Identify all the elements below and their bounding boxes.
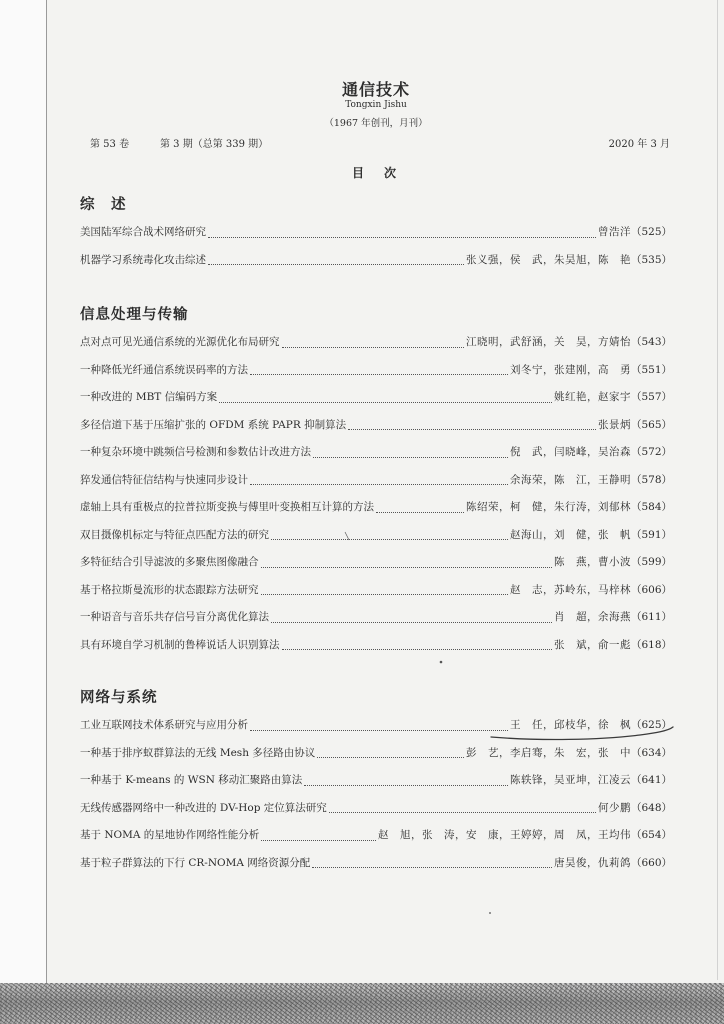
entry-authors: 陈轶锋，吴亚坤，江凌云 [509, 774, 631, 786]
toc-entry [80, 795, 672, 823]
dot-leader [208, 263, 464, 265]
entry-authors: 赵 志，苏岭东，马梓林 [509, 583, 631, 596]
toc-entry [80, 549, 672, 577]
entry-authors: 张景炳 [597, 418, 631, 431]
section-title: 网络与系统 [80, 690, 158, 706]
volume-line [80, 135, 672, 149]
entry-authors: 张 斌，俞一彪 [553, 638, 631, 651]
issue-date: 2020 年 3 月 [608, 139, 670, 150]
dot-leader [282, 648, 552, 650]
entry-authors: 王 任，邱枝华，徐 枫 [509, 719, 631, 731]
entry-page: （578） [630, 473, 672, 486]
dot-leader [250, 373, 508, 375]
scan-speck [440, 661, 443, 664]
entry-page: （654） [630, 829, 672, 841]
entry-page: （625） [630, 719, 672, 731]
entry-title: 一种降低光纤通信系统误码率的方法 [80, 363, 248, 376]
entry-authors: 江晓明，武舒涵，关 昊，方婧怡 [465, 336, 631, 348]
entry-title: 一种基于排序蚁群算法的无线 Mesh 多径路由协议 [80, 746, 316, 759]
dot-leader [261, 593, 508, 595]
journal-founded: （1967 年创刊，月刊） [324, 118, 428, 129]
dot-leader [376, 511, 464, 513]
entry-authors: 赵 旭，张 涛，安 康，王婷婷，周 凤，王均伟 [377, 829, 631, 841]
toc-entry [80, 822, 672, 850]
entry-title: 多特征结合引导滤波的多聚焦图像融合 [80, 556, 259, 568]
entry-page: （648） [630, 801, 672, 814]
dot-leader [304, 784, 508, 786]
toc-entry [80, 850, 672, 878]
dot-leader [348, 428, 596, 430]
entry-page: （543） [630, 336, 672, 348]
toc-entry [80, 604, 672, 632]
entry-page: （611） [630, 611, 672, 623]
dot-leader [261, 566, 552, 568]
entry-title: 机器学习系统毒化攻击综述 [80, 253, 206, 266]
entry-title: 具有环境自学习机制的鲁棒说话人识别算法 [80, 638, 280, 651]
entry-title: 工业互联网技术体系研究与应用分析 [80, 719, 248, 731]
dot-leader [317, 756, 464, 758]
entry-page: （599） [630, 556, 672, 568]
dot-leader [282, 346, 464, 348]
scan-edge-line-right [717, 0, 718, 980]
entry-page: （641） [630, 774, 672, 786]
entry-authors: 张义强，侯 武，朱昊旭，陈 艳 [465, 253, 631, 266]
toc-entry [80, 219, 672, 247]
toc-entry [80, 522, 672, 550]
toc-entry [80, 412, 672, 440]
scan-noise-band [0, 983, 724, 1024]
dot-leader [250, 483, 508, 485]
toc-entry [80, 467, 672, 495]
dot-leader [271, 621, 552, 623]
dot-leader [312, 866, 552, 868]
entry-title: 点对点可见光通信系统的光源优化布局研究 [80, 336, 280, 348]
entry-authors: 姚红艳，赵家宇 [553, 391, 631, 403]
entry-title: 双目摄像机标定与特征点匹配方法的研究 [80, 528, 269, 541]
entry-title: 虚轴上具有重极点的拉普拉斯变换与傅里叶变换相互计算的方法 [80, 501, 374, 513]
entry-title: 无线传感器网络中一种改进的 DV-Hop 定位算法研究 [80, 801, 327, 814]
toc-entry [80, 357, 672, 385]
dot-leader [208, 236, 596, 238]
scan-speck [489, 912, 491, 914]
toc-entry [80, 740, 672, 768]
entry-authors: 曾浩洋 [597, 226, 631, 238]
entry-authors: 彭 艺，李启骞，朱 宏，张 中 [465, 746, 631, 759]
section-title: 信息处理与传输 [80, 307, 189, 323]
entry-title: 基于粒子群算法的下行 CR-NOMA 网络资源分配 [80, 856, 311, 869]
entry-authors: 刘冬宁，张建刚，高 勇 [509, 363, 631, 376]
toc-section-networks [80, 689, 672, 877]
entry-page: （557） [630, 391, 672, 403]
entry-page: （525） [630, 226, 672, 238]
dot-leader [250, 729, 508, 731]
entry-page: （618） [630, 638, 672, 651]
entry-authors: 唐昊俊，仇莉鸽 [553, 856, 631, 869]
entry-authors: 肖 超，余海燕 [553, 611, 631, 623]
entry-page: （660） [630, 856, 672, 869]
entry-authors: 倪 武，闫晓峰，吴治森 [509, 446, 631, 458]
toc-entry [80, 329, 672, 357]
scan-margin [0, 0, 46, 1024]
toc-entry [80, 577, 672, 605]
journal-title: 通信技术 [341, 80, 410, 99]
volume-number: 第 53 卷 [90, 139, 130, 150]
entry-page: （551） [630, 363, 672, 376]
entry-authors: 余海荣，陈 江，王静明 [509, 473, 631, 486]
entry-title: 多径信道下基于压缩扩张的 OFDM 系统 PAPR 抑制算法 [80, 418, 347, 431]
journal-header [80, 0, 672, 190]
dot-leader [271, 538, 508, 540]
toc-entry [80, 439, 672, 467]
scan-edge-line [46, 0, 47, 1024]
entry-authors: 何少鹏 [597, 801, 631, 814]
toc-entry [80, 247, 672, 275]
dot-leader [261, 839, 376, 841]
entry-page: （572） [630, 446, 672, 458]
entry-title: 一种语音与音乐共存信号盲分离优化算法 [80, 611, 269, 623]
entry-page: （591） [630, 528, 672, 541]
issue-number: 第 3 期（总第 339 期） [160, 139, 269, 150]
toc-section-signal-processing [80, 306, 672, 659]
dot-leader [313, 456, 508, 458]
entry-authors: 陈绍荣，柯 健，朱行涛，刘郁林 [465, 501, 631, 513]
toc-entry [80, 712, 672, 740]
toc-entry [80, 384, 672, 412]
toc-section-review [80, 196, 672, 274]
dot-leader [219, 401, 552, 403]
toc-entry [80, 632, 672, 660]
entry-title: 一种复杂环境中跳频信号检测和参数估计改进方法 [80, 446, 311, 458]
section-title: 综 述 [80, 197, 127, 213]
entry-page: （535） [630, 253, 672, 266]
entry-page: （584） [630, 501, 672, 513]
entry-title: 基于 NOMA 的星地协作网络性能分析 [80, 829, 260, 841]
toc-entry [80, 494, 672, 522]
entry-page: （634） [630, 746, 672, 759]
toc-heading: 目 次 [351, 166, 400, 180]
toc-entry [80, 767, 672, 795]
entry-title: 美国陆军综合战术网络研究 [80, 226, 206, 238]
entry-title: 基于格拉斯曼流形的状态跟踪方法研究 [80, 583, 259, 596]
journal-pinyin: Tongxin Jishu [345, 100, 407, 110]
entry-authors: 赵海山，刘 健，张 帆 [509, 528, 631, 541]
entry-page: （565） [630, 418, 672, 431]
entry-page: （606） [630, 583, 672, 596]
entry-authors: 陈 燕，曹小波 [553, 556, 631, 568]
entry-title: 猝发通信特征信结构与快速同步设计 [80, 473, 248, 486]
dot-leader [329, 811, 596, 813]
entry-title: 一种基于 K-means 的 WSN 移动汇聚路由算法 [80, 774, 303, 786]
entry-title: 一种改进的 MBT 信编码方案 [80, 391, 218, 403]
